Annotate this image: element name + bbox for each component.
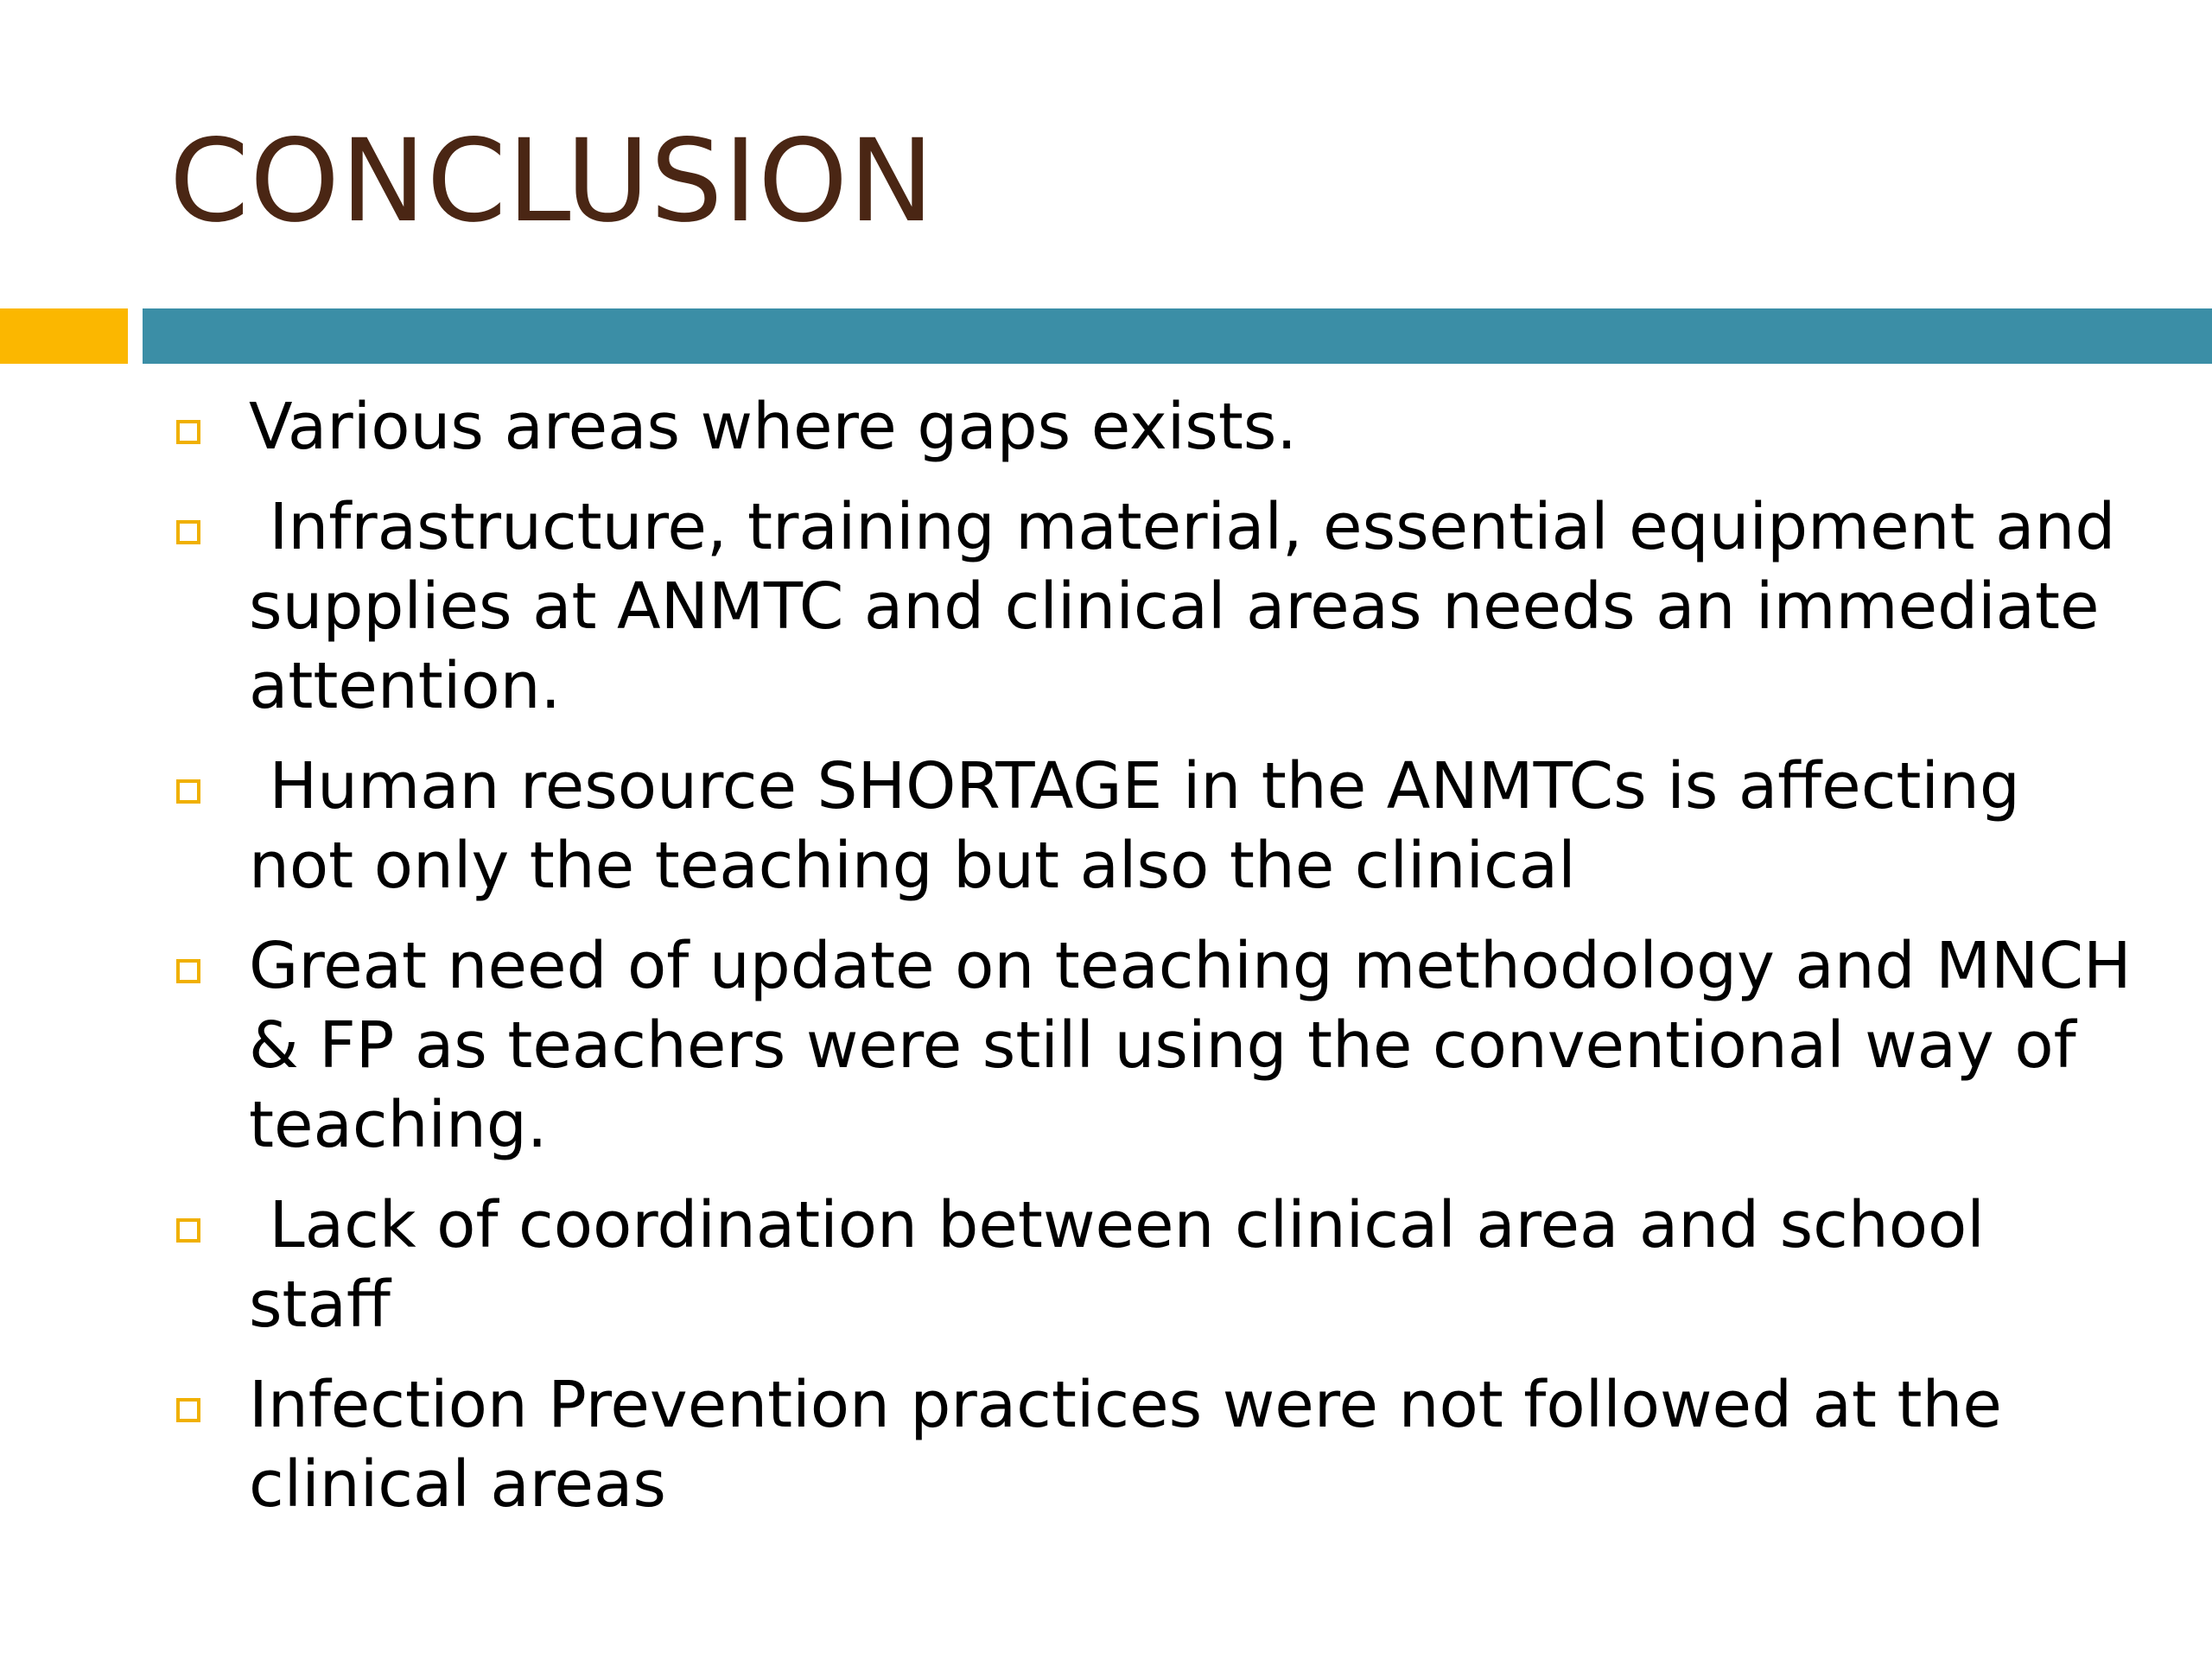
title-divider-bar bbox=[143, 308, 2212, 364]
bullet-item bbox=[169, 1365, 2139, 1524]
bullet-text: Infrastructure, training material, essential equipment and supplies at ANMTC and clinical areas needs an immediate attention. bbox=[249, 490, 2136, 723]
bullet-item bbox=[169, 1185, 2139, 1344]
bullet-text: Great need of update on teaching methodology and MNCH & FP as teachers were still using the conventional way of teaching. bbox=[249, 929, 2152, 1162]
hollow-square-bullet-icon bbox=[176, 1218, 200, 1243]
hollow-square-bullet-icon bbox=[176, 1398, 200, 1422]
bullet-item bbox=[169, 926, 2152, 1165]
bullet-item bbox=[169, 487, 2139, 726]
bullet-text: Various areas where gaps exists. bbox=[249, 390, 1297, 464]
hollow-square-bullet-icon bbox=[176, 959, 200, 983]
bullet-list bbox=[169, 387, 2152, 1545]
hollow-square-bullet-icon bbox=[176, 520, 200, 544]
bullet-item bbox=[169, 387, 2139, 467]
hollow-square-bullet-icon bbox=[176, 779, 200, 804]
accent-bar bbox=[0, 308, 128, 364]
bullet-item bbox=[169, 747, 2139, 906]
bullet-text: Human resource SHORTAGE in the ANMTCs is affecting not only the teaching but also the clinical bbox=[249, 749, 2041, 903]
bullet-text: Lack of coordination between clinical area and school staff bbox=[249, 1188, 2005, 1342]
bullet-text: Infection Prevention practices were not followed at the clinical areas bbox=[249, 1368, 2023, 1522]
hollow-square-bullet-icon bbox=[176, 420, 200, 444]
slide-title: CONCLUSION bbox=[169, 115, 935, 248]
